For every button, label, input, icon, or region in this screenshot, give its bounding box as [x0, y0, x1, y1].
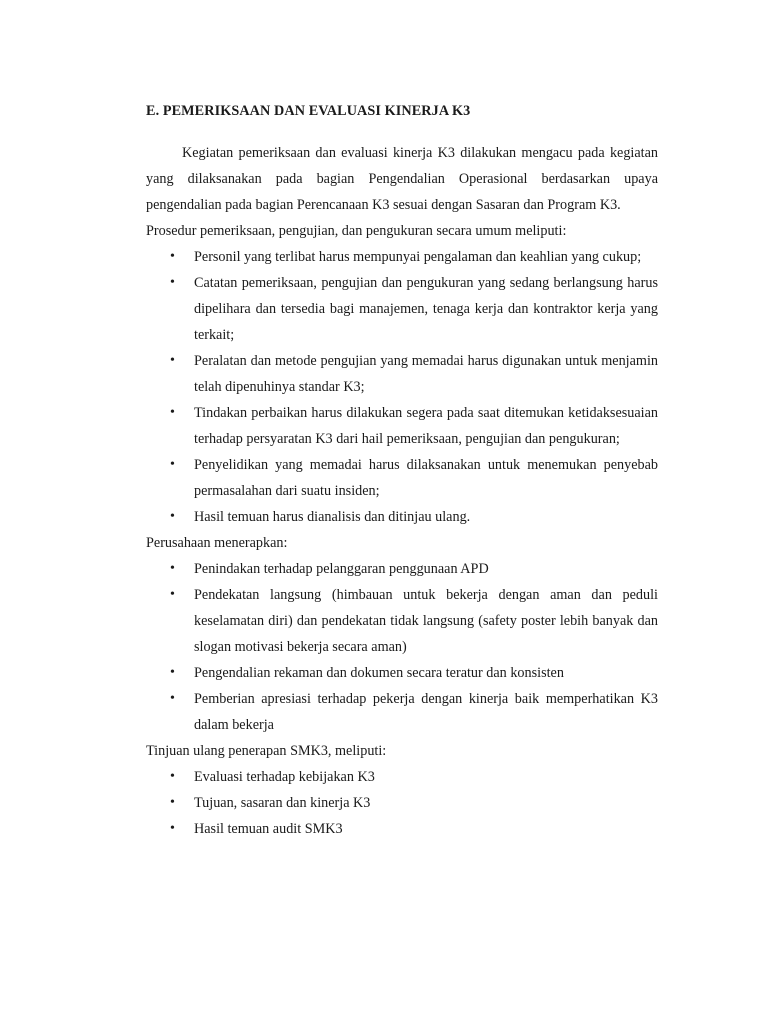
- bullet-icon: •: [170, 353, 175, 368]
- list-item: [146, 790, 658, 816]
- list-item-text: Penyelidikan yang memadai harus dilaksanakan untuk menemukan penyebab permasalahan dari suatu insiden;: [194, 457, 658, 499]
- list-item-text: Penindakan terhadap pelanggaran penggunaan APD: [194, 561, 489, 577]
- list-item: [146, 556, 658, 582]
- list-item-text: Hasil temuan audit SMK3: [194, 821, 343, 837]
- list-item-text: Hasil temuan harus dianalisis dan ditinjau ulang.: [194, 509, 471, 525]
- section3-label: Tinjuan ulang penerapan SMK3, meliputi:: [146, 743, 387, 759]
- list-item: [146, 686, 658, 738]
- list-item: [146, 660, 658, 686]
- list-item: [146, 816, 658, 842]
- bullet-icon: •: [170, 769, 175, 784]
- list-item: [146, 504, 658, 530]
- list-item: [146, 244, 658, 270]
- list-item: [146, 582, 658, 660]
- section-heading: E. PEMERIKSAAN DAN EVALUASI KINERJA K3: [146, 103, 471, 119]
- bullet-icon: •: [170, 561, 175, 576]
- bullet-icon: •: [170, 509, 175, 524]
- list-item-text: Evaluasi terhadap kebijakan K3: [194, 769, 375, 785]
- list-item: [146, 764, 658, 790]
- bullet-icon: •: [170, 821, 175, 836]
- bullet-icon: •: [170, 275, 175, 290]
- list-item: [146, 348, 658, 400]
- section2-list: [146, 556, 658, 738]
- bullet-icon: •: [170, 457, 175, 472]
- list-item: [146, 452, 658, 504]
- bullet-icon: •: [170, 249, 175, 264]
- section1-label: Prosedur pemeriksaan, pengujian, dan pengukuran secara umum meliputi:: [146, 223, 567, 239]
- section2-label: Perusahaan menerapkan:: [146, 535, 288, 551]
- list-item-text: Personil yang terlibat harus mempunyai pengalaman dan keahlian yang cukup;: [194, 249, 642, 265]
- bullet-icon: •: [170, 587, 175, 602]
- document-page: [146, 101, 658, 842]
- list-item-text: Tindakan perbaikan harus dilakukan segera pada saat ditemukan ketidaksesuaian terhadap persyaratan K3 dari hail pemeriksaan, pengujian dan pengukuran;: [194, 405, 658, 447]
- bullet-icon: •: [170, 405, 175, 420]
- bullet-icon: •: [170, 795, 175, 810]
- section3-list: [146, 764, 658, 842]
- list-item-text: Peralatan dan metode pengujian yang memadai harus digunakan untuk menjamin telah dipenuhinya standar K3;: [194, 353, 658, 395]
- list-item: [146, 270, 658, 348]
- bullet-icon: •: [170, 691, 175, 706]
- section1-list: [146, 244, 658, 530]
- bullet-icon: •: [170, 665, 175, 680]
- list-item-text: Pendekatan langsung (himbauan untuk bekerja dengan aman dan peduli keselamatan diri) dan pendekatan tidak langsung (safety poster lebih banyak dan slogan motivasi bekerja secara aman): [194, 587, 658, 655]
- list-item-text: Catatan pemeriksaan, pengujian dan pengukuran yang sedang berlangsung harus dipelihara dan tersedia bagi manajemen, tenaga kerja dan kontraktor kerja yang terkait;: [194, 275, 658, 343]
- list-item: [146, 400, 658, 452]
- list-item-text: Tujuan, sasaran dan kinerja K3: [194, 795, 371, 811]
- intro-paragraph: Kegiatan pemeriksaan dan evaluasi kinerja K3 dilakukan mengacu pada kegiatan yang dilaksanakan pada bagian Pengendalian Operasional berdasarkan upaya pengendalian pada bagian Perencanaan K3 sesuai dengan Sasaran dan Program K3.: [146, 145, 658, 213]
- list-item-text: Pengendalian rekaman dan dokumen secara teratur dan konsisten: [194, 665, 564, 681]
- list-item-text: Pemberian apresiasi terhadap pekerja dengan kinerja baik memperhatikan K3 dalam bekerja: [194, 691, 658, 733]
